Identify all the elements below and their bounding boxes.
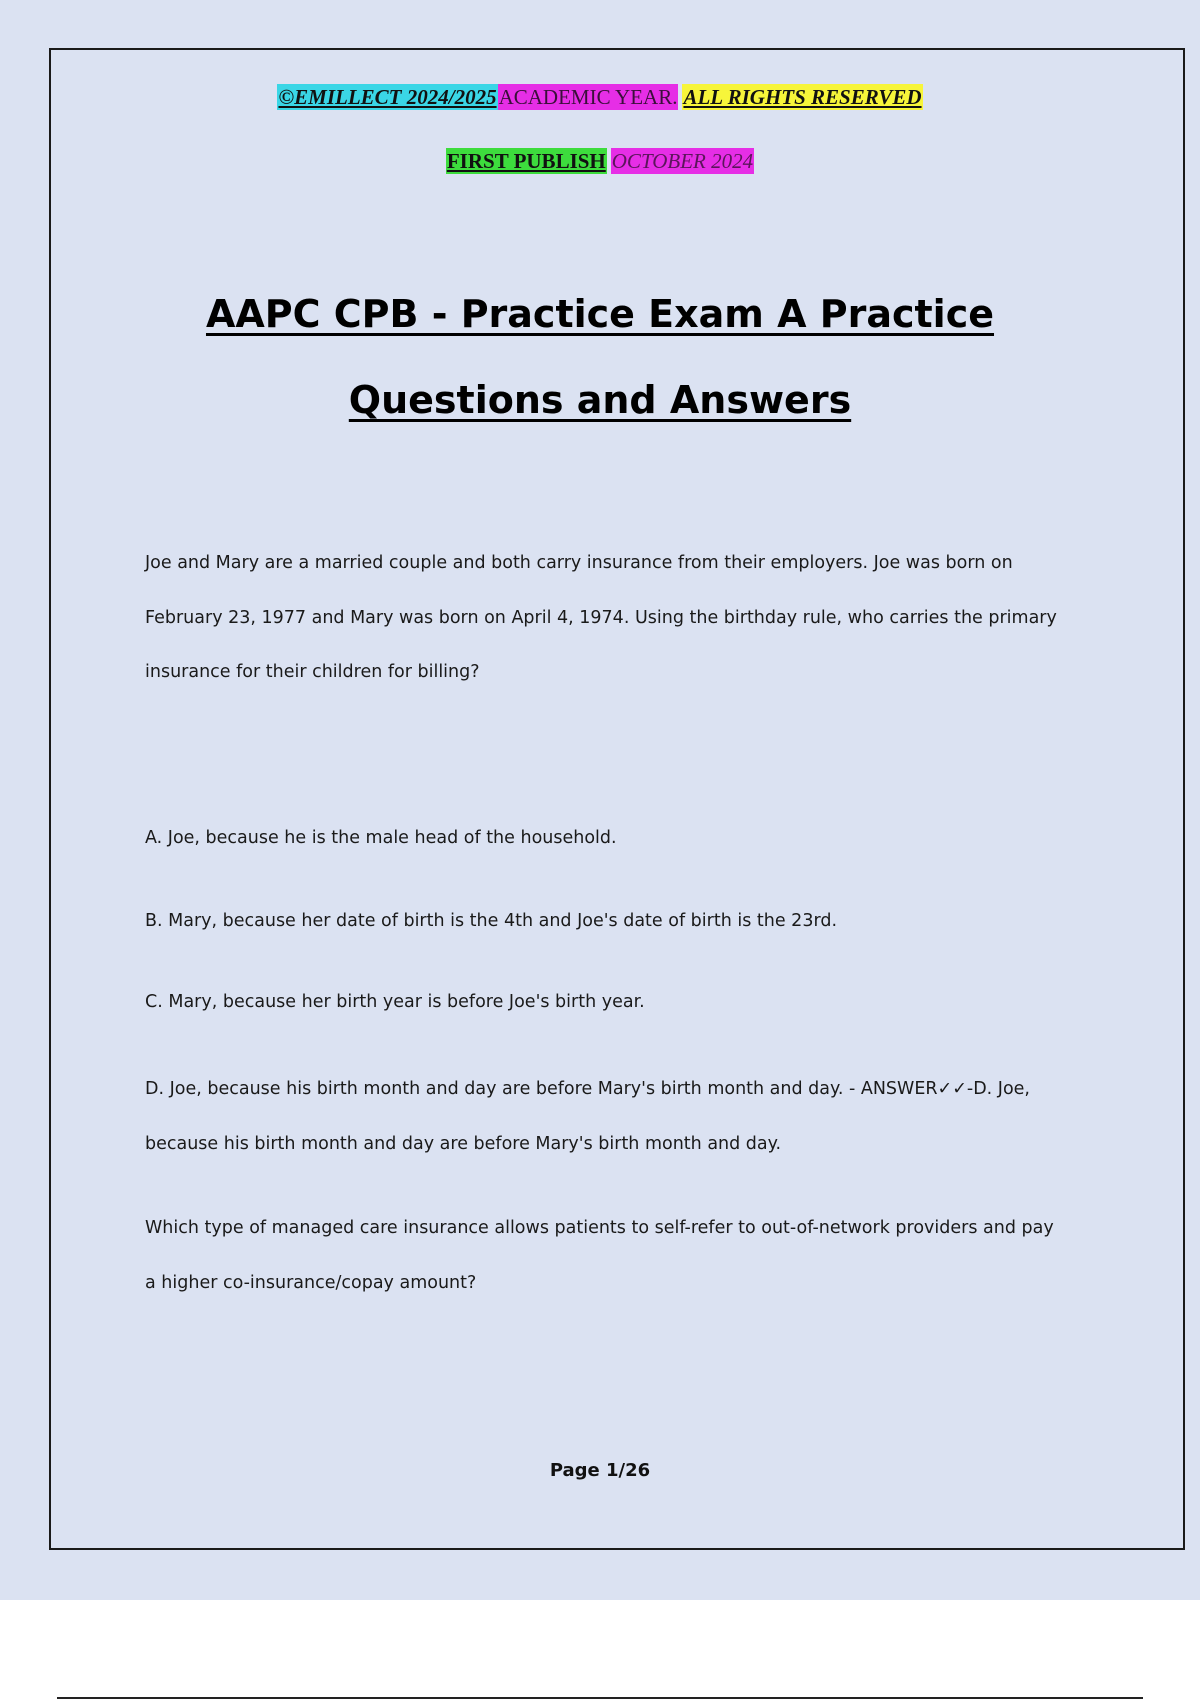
- question-1-option-b: B. Mary, because her date of birth is the 4th and Joe's date of birth is the 23rd.: [145, 911, 838, 931]
- question-1-text-line-1: Joe and Mary are a married couple and both carry insurance from their employers. Joe was born on: [145, 553, 1013, 573]
- first-publish-badge: FIRST PUBLISH: [446, 149, 606, 173]
- header-copyright-line: [0, 84, 1200, 110]
- question-1-option-d-line-1: D. Joe, because his birth month and day are before Mary's birth month and day. - ANSWER✓✓-D. Joe,: [145, 1079, 1030, 1099]
- copyright-badge: ©EMILLECT 2024/2025: [278, 85, 497, 109]
- page-frame: [49, 48, 1185, 1550]
- question-1-option-a: A. Joe, because he is the male head of the household.: [145, 828, 617, 848]
- question-2-text-line-1: Which type of managed care insurance allows patients to self-refer to out-of-network providers and pay: [145, 1218, 1054, 1238]
- document-title-line-2: Questions and Answers: [348, 378, 852, 422]
- question-2-text-line-2: a higher co-insurance/copay amount?: [145, 1273, 477, 1293]
- document-title-line-1: AAPC CPB - Practice Exam A Practice: [205, 292, 995, 336]
- question-1-text-line-2: February 23, 1977 and Mary was born on April 4, 1974. Using the birthday rule, who carries the primary: [145, 608, 1057, 628]
- question-1-text-line-3: insurance for their children for billing?: [145, 662, 480, 682]
- question-1-option-c: C. Mary, because her birth year is before Joe's birth year.: [145, 992, 645, 1012]
- rights-badge: ALL RIGHTS RESERVED: [683, 85, 922, 109]
- publish-date-badge: OCTOBER 2024: [611, 149, 754, 173]
- academic-year-badge: ACADEMIC YEAR.: [498, 85, 678, 109]
- page-number: Page 1/26: [549, 1460, 651, 1481]
- question-1-option-d-line-2: because his birth month and day are before Mary's birth month and day.: [145, 1134, 782, 1154]
- header-publish-line: [0, 148, 1200, 174]
- bottom-divider: [57, 1697, 1143, 1699]
